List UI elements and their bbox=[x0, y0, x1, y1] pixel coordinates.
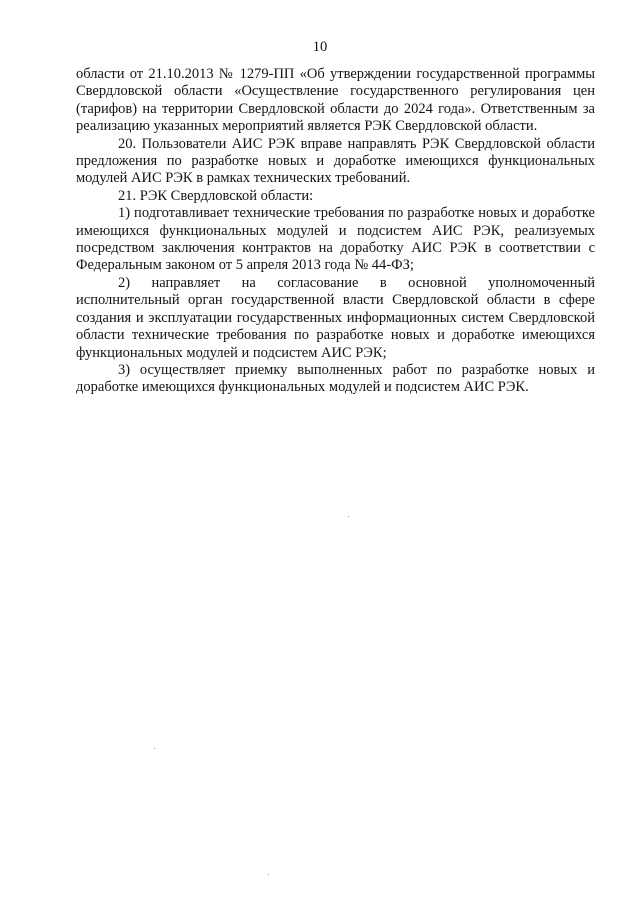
scan-speck bbox=[348, 516, 349, 517]
paragraph-item-21-2: 2) направляет на согласование в основной уполномоченный исполнительный орган государственной власти Свердловской области в сфере создания и эксплуатации государственных информационных систем Свердловской области технические требования по разработке новых и доработке имеющихся функциональных модулей и подсистем АИС РЭК; bbox=[76, 274, 595, 361]
scan-speck bbox=[154, 748, 155, 749]
paragraph-item-21-3: 3) осуществляет приемку выполненных работ по разработке новых и доработке имеющихся функциональных модулей и подсистем АИС РЭК. bbox=[76, 361, 595, 396]
body-text bbox=[76, 66, 595, 397]
paragraph-item-21-1: 1) подготавливает технические требования по разработке новых и доработке имеющихся функциональных модулей и подсистем АИС РЭК, реализуемых посредством заключения контрактов на доработку АИС РЭК в соответствии с Федеральным законом от 5 апреля 2013 года № 44-ФЗ; bbox=[76, 205, 595, 274]
paragraph-item-21: 21. РЭК Свердловской области: bbox=[118, 187, 314, 204]
paragraph-continuation: области от 21.10.2013 № 1279-ПП «Об утверждении государственной программы Свердловской области «Осуществление государственного регулирования цен (тарифов) на территории Свердловской области до 2024 года». Ответственным за реализацию указанных мероприятий является РЭК Свердловской области. bbox=[76, 66, 595, 135]
paragraph-item-20: 20. Пользователи АИС РЭК вправе направлять РЭК Свердловской области предложения по разработке новых и доработке имеющихся функциональных модулей АИС РЭК в рамках технических требований. bbox=[76, 135, 595, 187]
page-number: 10 bbox=[312, 39, 328, 55]
scan-speck bbox=[268, 874, 269, 875]
